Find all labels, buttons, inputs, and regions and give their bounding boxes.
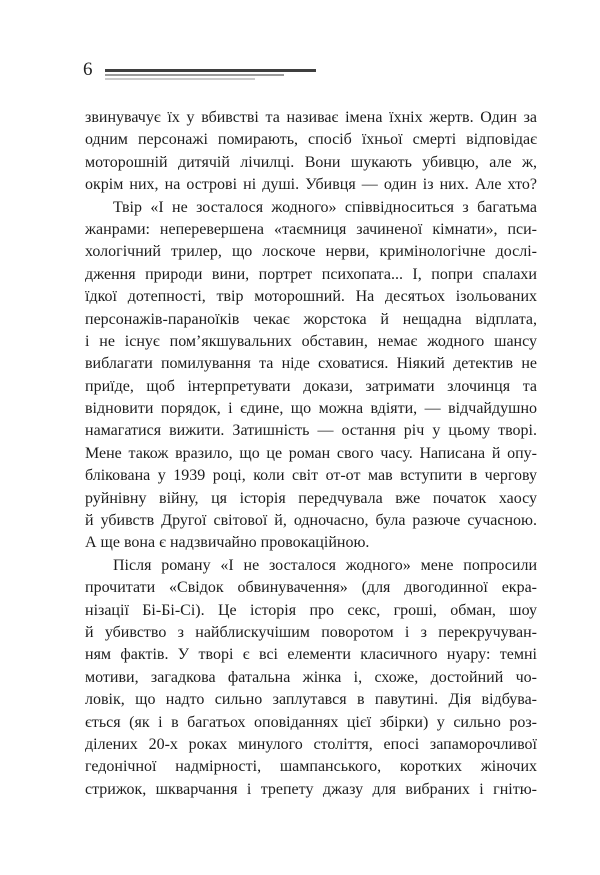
text-line: дження природи вини, портрет психопата... І, попри спалахи [85,265,537,283]
text-line: виблагати помилування та ніде сховатися. Ніякий детектив не [85,355,537,373]
body-text [85,107,537,801]
header-rule-light [105,78,255,80]
text-line: Мене також вразило, що це роман свого часу. Написана й опу- [85,444,537,462]
text-line: персонажів-параноїків чекає жорстока й нещадна відплата, [85,310,537,328]
text-line: і не існує пом’якшувальних обставин, немає жодного шансу [85,332,537,350]
header-ornament-rules [105,69,316,82]
text-line: нізації Бі-Бі-Сі). Це історія про секс, гроші, обман, шоу [85,601,537,619]
text-line: гедонічної надмірності, шампанського, коротких жіночих [85,758,537,776]
page-header [83,60,383,84]
text-line: ділених 20-х роках минулого століття, епосі запаморочливої [85,735,537,753]
text-line: й убивств Другої світової й, одночасно, була разюче сучасною. [85,512,537,530]
text-line: жанрами: неперевершена «таємниця зачиненої кімнати», пси- [85,220,537,238]
text-line: ням фактів. У творі є всі елементи класичного нуару: темні [85,646,537,664]
text-line: одним персонажі помирають, спосіб їхньої смерті відповідає [85,131,537,149]
text-line: ється (як і в багатьох оповіданнях цієї збірки) у сильно роз- [85,713,537,731]
text-line: прочитати «Свідок обвинувачення» (для двогодинної екра- [85,579,537,597]
text-line: їдкої дотепності, твір моторошний. На десятьох ізольованих [85,288,537,306]
text-line: Після роману «І не зосталося жодного» мене попросили [113,556,537,574]
text-line: руйнівну війну, ця історія передчувала вже початок хаосу [85,489,537,507]
text-line: А ще вона є надзвичайно провокаційною. [85,534,370,552]
text-line: моторошній дитячій лічилці. Вони шукають убивцю, але ж, [85,153,537,171]
header-rule-medium [105,74,284,76]
text-line: ловік, що надто сильно заплутався в павутині. Дія відбува- [85,691,537,709]
text-line: й убивство з найблискучішим поворотом і з перекручуван- [85,623,537,641]
text-line: хологічний трилер, що лоскоче нерви, кримінологічне дослі- [85,243,537,261]
text-line: окрім них, на острові ні душі. Убивця — один із них. Але хто? [85,176,537,194]
text-line: звинувачує їх у вбивстві та називає імена їхніх жертв. Один за [85,109,537,126]
text-line: блікована у 1939 році, коли світ от-от мав вступити в чергову [85,467,537,485]
header-rule-dark [105,69,316,72]
text-line: намагатися вижити. Затишність — остання річ у цьому творі. [85,422,537,440]
text-line: стрижок, шкварчання і трепету джазу для вибраних і гнітю- [85,780,537,798]
text-line: відновити порядок, і єдине, що можна вдіяти, — відчайдушно [85,400,537,418]
text-line: Твір «І не зосталося жодного» співвідноситься з багатьма [113,198,537,216]
page-number: 6 [83,59,93,80]
text-line: мотиви, загадкова фатальна жінка і, схоже, достойний чо- [85,668,537,686]
text-line: приїде, щоб інтерпретувати докази, затримати злочинця та [85,377,537,395]
